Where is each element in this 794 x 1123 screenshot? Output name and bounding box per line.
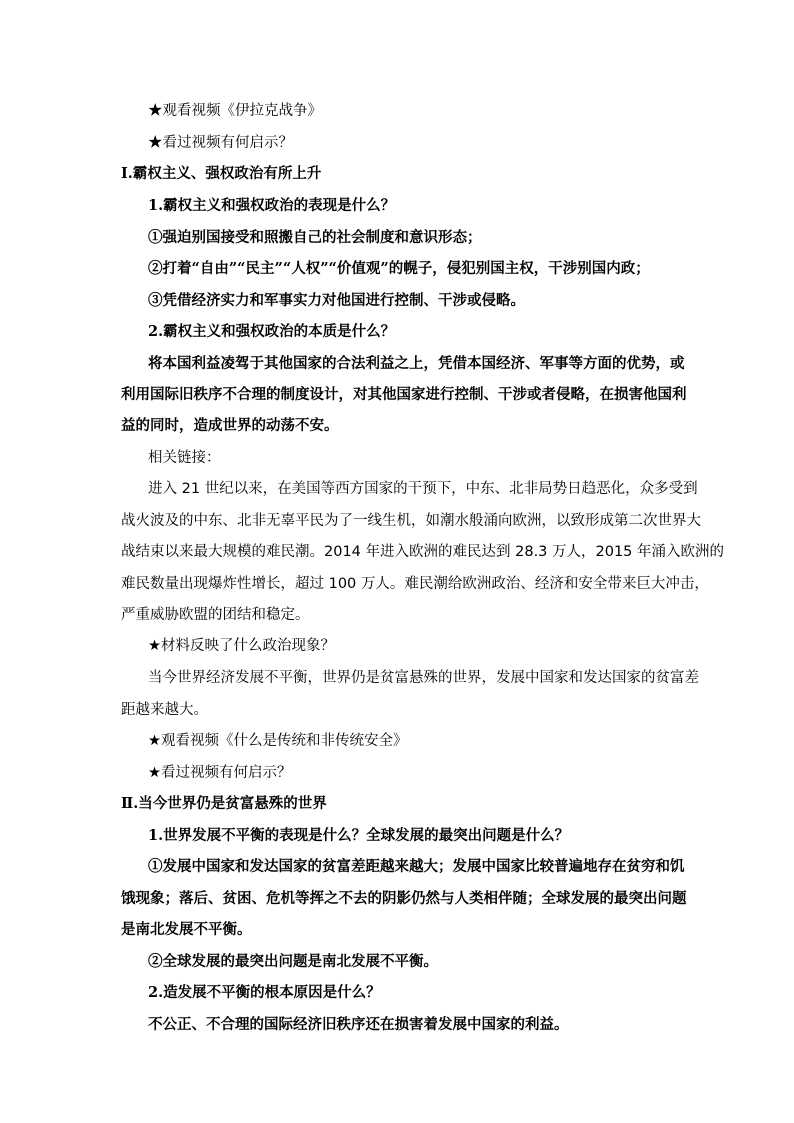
section-heading-1: Ⅰ.霸权主义、强权政治有所上升 <box>121 165 322 182</box>
answer-1-item-1: ①强迫别国接受和照搬自己的社会制度和意识形态； <box>148 229 482 246</box>
question-4: 2.造发展不平衡的根本原因是什么？ <box>148 984 381 1001</box>
material-line-4: 难民数量出现爆炸性增长，超过 100 万人。难民潮给欧洲政治、经济和安全带来巨大冲击， <box>121 576 709 592</box>
section-heading-2: Ⅱ.当今世界仍是贫富悬殊的世界 <box>121 795 327 812</box>
answer-1-item-3: ③凭借经济实力和军事实力对他国进行控制、干涉或侵略。 <box>148 292 525 309</box>
answer-3-line-3: 是南北发展不平衡。 <box>121 921 252 938</box>
question-3: 1.世界发展不平衡的表现是什么？全球发展的最突出问题是什么？ <box>148 827 570 844</box>
question-1: 1.霸权主义和强权政治的表现是什么？ <box>148 197 396 214</box>
video-prompt-line: ★观看视频《伊拉克战争》 <box>148 103 322 119</box>
material-line-5: 严重威胁欧盟的团结和稳定。 <box>121 607 310 623</box>
answer-1-item-2: ②打着“自由”“民主”“人权”“价值观”的幌子，侵犯别国主权，干涉别国内政； <box>148 260 650 277</box>
answer-3-line-1: ①发展中国家和发达国家的贫富差距越来越大；发展中国家比较普遍地存在贫穷和饥 <box>148 858 685 875</box>
question-2: 2.霸权主义和强权政治的本质是什么？ <box>148 323 396 340</box>
material-answer-line-2: 距越来越大。 <box>121 702 208 718</box>
video-prompt-line-2: ★观看视频《什么是传统和非传统安全》 <box>148 733 408 749</box>
material-line-1: 进入 21 世纪以来，在美国等西方国家的干预下，中东、北非局势日趋恶化，众多受到 <box>148 481 698 497</box>
answer-2-line-1: 将本国利益凌驾于其他国家的合法利益之上，凭借本国经济、军事等方面的优势，或 <box>148 355 685 372</box>
material-answer-line-1: 当今世界经济发展不平衡，世界仍是贫富悬殊的世界，发展中国家和发达国家的贫富差 <box>148 670 699 686</box>
question-prompt-line-2: ★看过视频有何启示？ <box>148 765 292 781</box>
answer-3-line-2: 饿现象；落后、贫困、危机等挥之不去的阴影仍然与人类相伴随；全球发展的最突出问题 <box>121 890 687 907</box>
answer-3-item-2: ②全球发展的最突出问题是南北发展不平衡。 <box>148 953 438 970</box>
related-link-label: 相关链接： <box>148 450 221 466</box>
answer-2-line-3: 益的同时，造成世界的动荡不安。 <box>121 417 339 434</box>
material-line-3: 战结束以来最大规模的难民潮。2014 年进入欧洲的难民达到 28.3 万人，2015 年涌入欧洲的 <box>121 544 725 560</box>
question-prompt-line: ★看过视频有何启示？ <box>148 135 293 151</box>
material-line-2: 战火波及的中东、北非无辜平民为了一线生机，如潮水般涌向欧洲，以致形成第二次世界大 <box>121 513 701 529</box>
answer-4: 不公正、不合理的国际经济旧秩序还在损害着发展中国家的利益。 <box>148 1016 569 1033</box>
answer-2-line-2: 利用国际旧秩序不合理的制度设计，对其他国家进行控制、干涉或者侵略，在损害他国利 <box>121 386 687 403</box>
material-question: ★材料反映了什么政治现象？ <box>148 638 335 654</box>
